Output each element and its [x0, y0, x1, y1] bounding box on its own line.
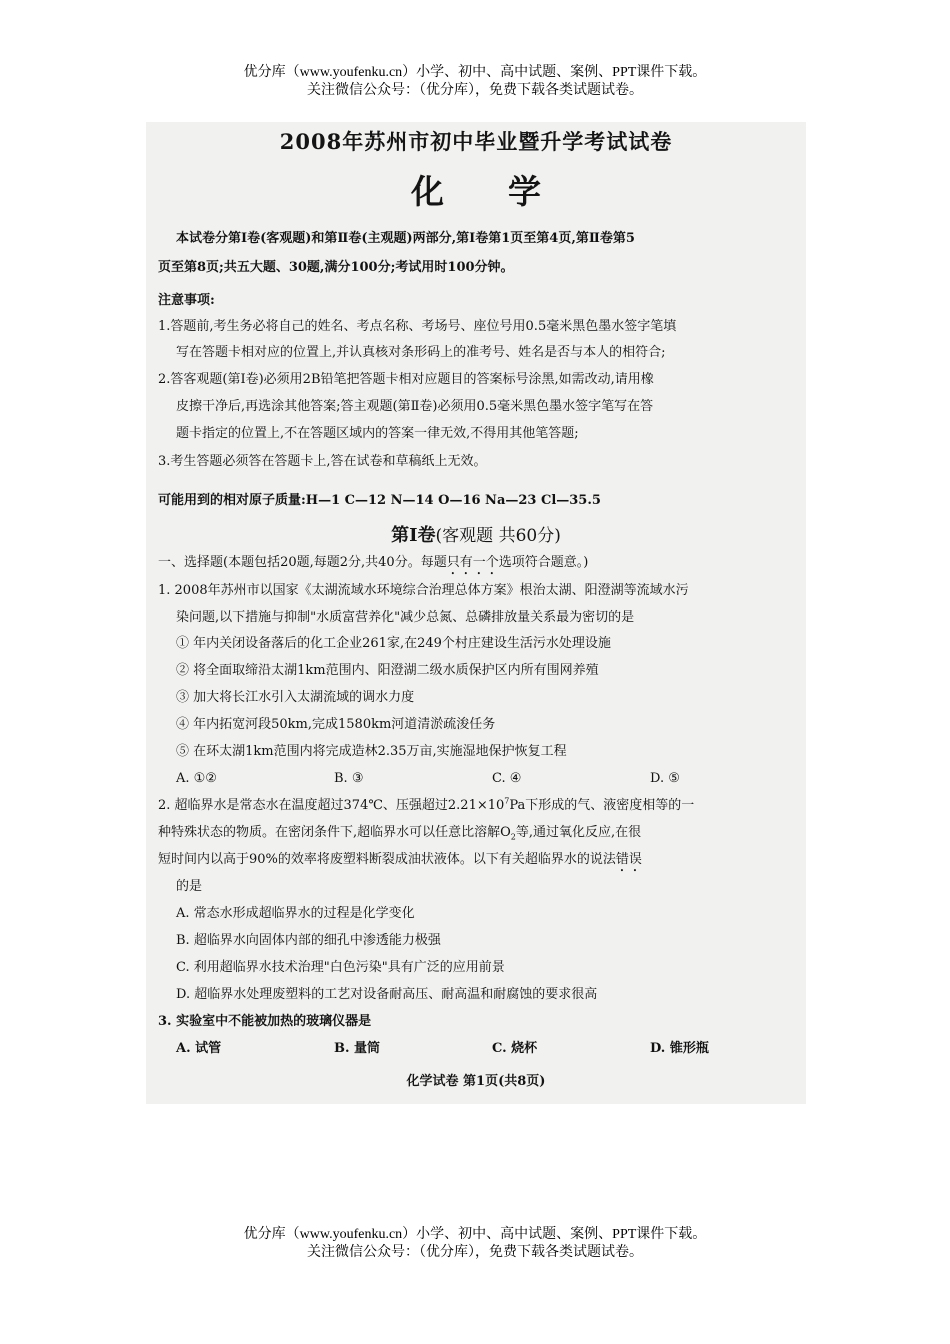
note-2-line-1: 2.答客观题(第Ⅰ卷)必须用2B铅笔把答题卡相对应题目的答案标号涂黑,如需改动,请用橡 — [158, 372, 654, 387]
scanned-exam-page — [146, 122, 806, 1104]
q2-option-d: D. 超临界水处理废塑料的工艺对设备耐高压、耐高温和耐腐蚀的要求很高 — [176, 987, 598, 1002]
note-1-line-1: 1.答题前,考生务必将自己的姓名、考点名称、考场号、座位号用0.5毫米黑色墨水签字笔填 — [158, 319, 677, 334]
top-watermark-banner — [0, 64, 950, 100]
q1-item-3: ③ 加大将长江水引入太湖流域的调水力度 — [176, 690, 415, 705]
q1-option-a: A. ①② — [176, 771, 217, 786]
banner-line-1-bottom: 优分库（www.youfenku.cn）小学、初中、高中试题、案例、PPT课件下载。 — [243, 1227, 707, 1242]
section-1-title — [146, 521, 806, 547]
note-2-line-2: 皮擦干净后,再选涂其他答案;答主观题(第Ⅱ卷)必须用0.5毫米黑色墨水签字笔写在答 — [176, 399, 654, 414]
q2-option-a: A. 常态水形成超临界水的过程是化学变化 — [176, 906, 415, 921]
q2-stem-emph: 错误 — [615, 852, 642, 867]
q2-stem-3a: 短时间内以高于90%的效率将废塑料断裂成油状液体。以下有关超临界水的说法 — [158, 852, 616, 867]
note-1-line-2: 写在答题卡相对应的位置上,并认真核对条形码上的准考号、姓名是否与本人的相符合; — [176, 345, 666, 360]
q3-option-d: D. 锥形瓶 — [650, 1041, 709, 1056]
part-1-heading-b: 选项符合题意。) — [498, 555, 589, 570]
q3-stem: 3. 实验室中不能被加热的玻璃仪器是 — [158, 1014, 372, 1029]
q1-option-c: C. ④ — [492, 771, 522, 786]
intro-line-2: 页至第8页;共五大题、30题,满分100分;考试用时100分钟。 — [158, 260, 514, 275]
q3-option-a: A. 试管 — [176, 1041, 222, 1056]
section-title-rest: (客观题 共60分) — [435, 526, 561, 546]
banner-line-2-bottom: 关注微信公众号：（优分库），免费下载各类试题试卷。 — [307, 1245, 643, 1260]
section-title-main: 第Ⅰ卷 — [391, 525, 436, 546]
notes-heading: 注意事项: — [158, 293, 215, 308]
q1-item-5: ⑤ 在环太湖1km范围内将完成造林2.35万亩,实施湿地保护恢复工程 — [176, 744, 567, 759]
atomic-masses: 可能用到的相对原子质量:H—1 C—12 N—14 O—16 Na—23 Cl—35.5 — [158, 493, 601, 508]
q2-stem-1a: 2. 超临界水是常态水在温度超过374℃、压强超过2.21×10 — [158, 798, 505, 813]
q1-item-1: ① 年内关闭设备落后的化工企业261家,在249个村庄建设生活污水处理设施 — [176, 636, 611, 651]
q1-option-b: B. ③ — [334, 771, 364, 786]
q2-exponent: 7 — [504, 796, 510, 806]
q2-stem-line-4: 的是 — [176, 879, 203, 894]
page-footer: 化学试卷 第1页(共8页) — [406, 1074, 546, 1089]
q2-stem-2b: 等,通过氧化反应,在很 — [515, 825, 642, 840]
banner-line-2: 关注微信公众号：（优分库），免费下载各类试题试卷。 — [307, 83, 643, 98]
q3-option-b: B. 量筒 — [334, 1041, 381, 1056]
q1-item-2: ② 将全面取缔沿太湖1km范围内、阳澄湖二级水质保护区内所有围网养殖 — [176, 663, 599, 678]
q1-stem-line-2: 染问题,以下措施与抑制"水质富营养化"减少总氮、总磷排放量关系最为密切的是 — [176, 610, 635, 625]
q1-option-d: D. ⑤ — [650, 771, 680, 786]
q2-stem-line-3 — [158, 851, 642, 875]
q1-stem-line-1: 1. 2008年苏州市以国家《太湖流域水环境综合治理总体方案》根治太湖、阳澄湖等流域水污 — [158, 583, 689, 598]
exam-title: 2008年苏州市初中毕业暨升学考试试卷 — [279, 129, 673, 154]
q2-option-c: C. 利用超临界水技术治理"白色污染"具有广泛的应用前景 — [176, 960, 505, 975]
part-1-heading-a: 一、选择题(本题包括20题,每题2分,共40分。每题 — [158, 555, 447, 570]
note-3: 3.考生答题必须答在答题卡上,答在试卷和草稿纸上无效。 — [158, 454, 487, 469]
bottom-watermark-banner — [0, 1226, 950, 1262]
q3-option-c: C. 烧杯 — [492, 1041, 538, 1056]
q2-option-b: B. 超临界水向固体内部的细孔中渗透能力极强 — [176, 933, 441, 948]
intro-line-1: 本试卷分第Ⅰ卷(客观题)和第Ⅱ卷(主观题)两部分,第Ⅰ卷第1页至第4页,第Ⅱ卷第5 — [176, 231, 635, 246]
banner-line-1: 优分库（www.youfenku.cn）小学、初中、高中试题、案例、PPT课件下载。 — [243, 65, 707, 80]
part-1-heading — [158, 554, 588, 578]
note-2-line-3: 题卡指定的位置上,不在答题区域内的答案一律无效,不得用其他笔答题; — [176, 426, 579, 441]
q2-stem-line-1 — [158, 797, 694, 815]
part-1-heading-emph: 只有一个 — [446, 555, 499, 570]
q2-stem-2a: 种特殊状态的物质。在密闭条件下,超临界水可以任意比溶解O — [158, 825, 511, 840]
q1-item-4: ④ 年内拓宽河段50km,完成1580km河道清淤疏浚任务 — [176, 717, 496, 732]
q2-subscript: 2 — [510, 832, 516, 842]
q2-stem-line-2 — [158, 824, 641, 842]
q2-stem-1b: Pa下形成的气、液密度相等的一 — [509, 798, 695, 813]
subject-title: 化学 — [411, 172, 605, 211]
